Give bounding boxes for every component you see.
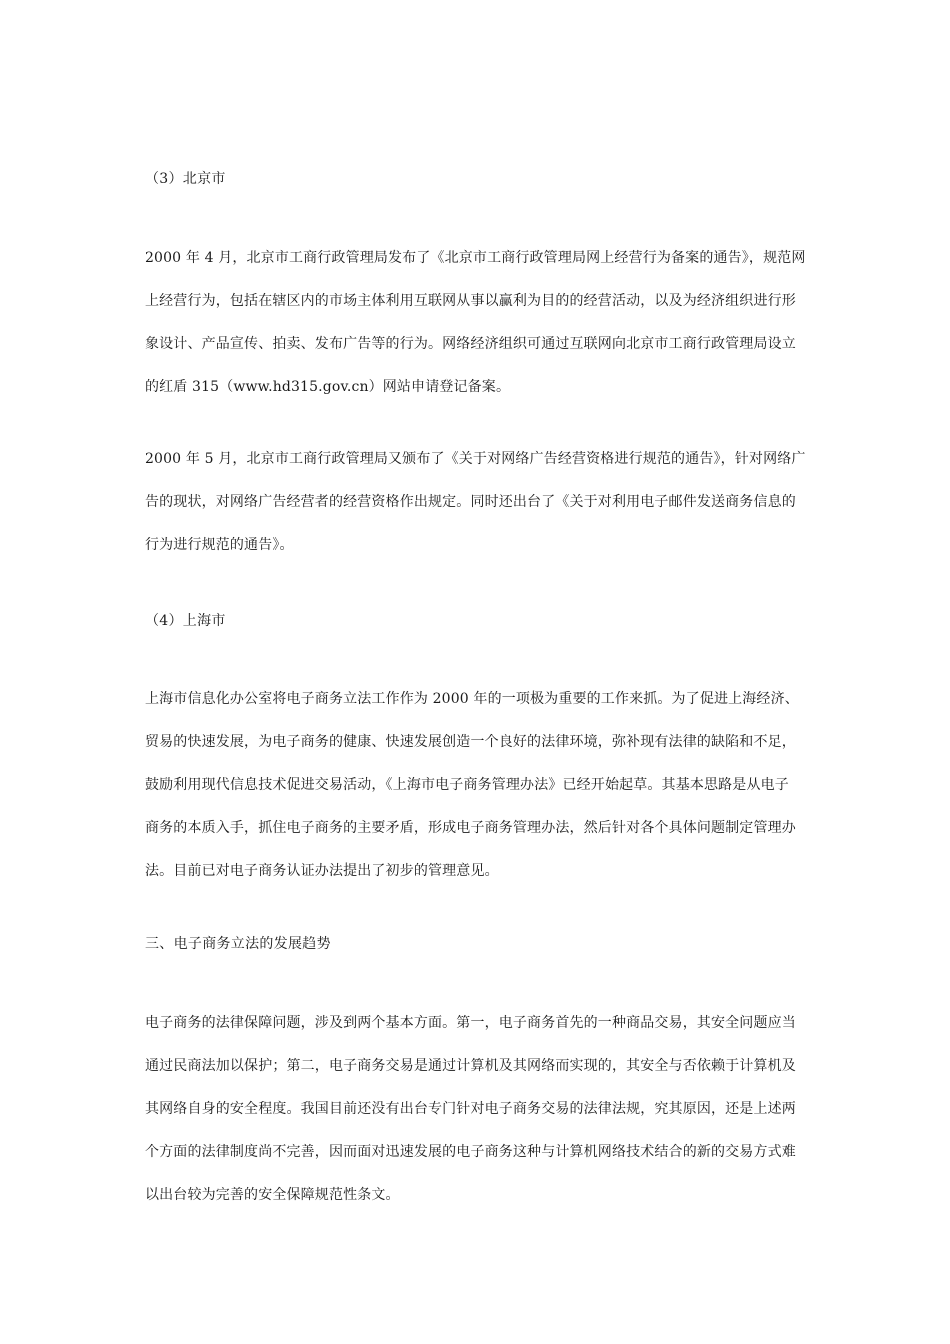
section-heading-beijing: （3）北京市 [145,171,226,187]
paragraph-line: 贸易的快速发展，为电子商务的健康、快速发展创造一个良好的法律环境，弥补现有法律的缺陷和不足， [145,734,796,750]
paragraph-beijing-notice-may [145,449,815,555]
section-heading-trends: 三、电子商务立法的发展趋势 [145,936,331,952]
paragraph-line: 电子商务的法律保障问题，涉及到两个基本方面。第一，电子商务首先的一种商品交易，其安全问题应当 [145,1015,796,1031]
paragraph-line: 上海市信息化办公室将电子商务立法工作作为 2000 年的一项极为重要的工作来抓。为了促进上海经济、 [145,691,799,707]
paragraph-line: 以出台较为完善的安全保障规范性条文。 [145,1187,400,1203]
paragraph-legal-security [145,1013,815,1205]
paragraph-line: 象设计、产品宣传、拍卖、发布广告等的行为。网络经济组织可通过互联网向北京市工商行政管理局设立 [145,336,796,352]
paragraph-line: 鼓励利用现代信息技术促进交易活动，《上海市电子商务管理办法》已经开始起草。其基本思路是从电子 [145,777,789,793]
paragraph-shanghai-legislation [145,689,815,881]
paragraph-line: 商务的本质入手，抓住电子商务的主要矛盾，形成电子商务管理办法，然后针对各个具体问题制定管理办 [145,820,796,836]
paragraph-line: 通过民商法加以保护；第二，电子商务交易是通过计算机及其网络而实现的，其安全与否依赖于计算机及 [145,1058,796,1074]
paragraph-line: 2000 年 5 月，北京市工商行政管理局又颁布了《关于对网络广告经营资格进行规范的通告》，针对网络广 [145,451,806,467]
paragraph-line: 其网络自身的安全程度。我国目前还没有出台专门针对电子商务交易的法律法规，究其原因，还是上述两 [145,1101,796,1117]
paragraph-line: 告的现状，对网络广告经营者的经营资格作出规定。同时还出台了《关于对利用电子邮件发送商务信息的 [145,494,796,510]
paragraph-line: 上经营行为，包括在辖区内的市场主体利用互联网从事以赢利为目的的经营活动，以及为经济组织进行形 [145,293,796,309]
paragraph-line: 的红盾 315（www.hd315.gov.cn）网站申请登记备案。 [145,379,511,395]
section-heading-shanghai: （4）上海市 [145,613,226,629]
paragraph-line: 行为进行规范的通告》。 [145,537,294,553]
paragraph-line: 法。目前已对电子商务认证办法提出了初步的管理意见。 [145,863,499,879]
paragraph-line: 2000 年 4 月，北京市工商行政管理局发布了《北京市工商行政管理局网上经营行为备案的通告》，规范网 [145,250,806,266]
paragraph-beijing-notice-april [145,248,815,397]
paragraph-line: 个方面的法律制度尚不完善，因而面对迅速发展的电子商务这种与计算机网络技术结合的新的交易方式难 [145,1144,796,1160]
